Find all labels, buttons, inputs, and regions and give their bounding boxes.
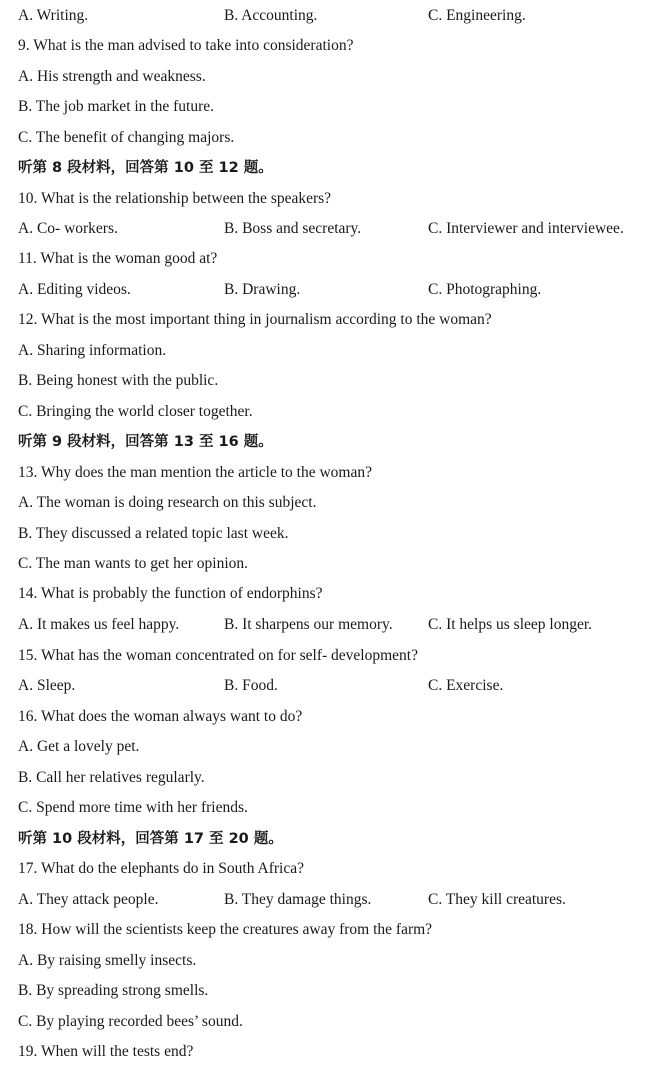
option-a: A. It makes us feel happy. bbox=[18, 616, 180, 633]
question-11: 11. What is the woman good at? bbox=[18, 250, 218, 267]
option-text: A. The woman is doing research on this subject. bbox=[18, 494, 317, 511]
option-b: B. Accounting. bbox=[224, 7, 318, 24]
question-13: 13. Why does the man mention the article to the woman? bbox=[18, 464, 372, 481]
question-10: 10. What is the relationship between the speakers? bbox=[18, 190, 332, 207]
option-text: B. The job market in the future. bbox=[18, 98, 214, 115]
option-c: C. Photographing. bbox=[428, 281, 542, 298]
section-heading: 听第 8 段材料，回答第 10 至 12 题。 bbox=[18, 160, 273, 176]
option-text: C. Bringing the world closer together. bbox=[18, 403, 253, 420]
question-16: 16. What does the woman always want to do? bbox=[18, 708, 303, 725]
section-heading: 听第 9 段材料，回答第 13 至 16 题。 bbox=[18, 434, 273, 450]
option-text: B. Call her relatives regularly. bbox=[18, 769, 205, 786]
question-12: 12. What is the most important thing in journalism according to the woman? bbox=[18, 311, 492, 328]
option-c: C. They kill creatures. bbox=[428, 891, 566, 908]
option-text: A. Sharing information. bbox=[18, 342, 167, 359]
option-text: C. By playing recorded bees’ sound. bbox=[18, 1013, 243, 1030]
option-b: B. It sharpens our memory. bbox=[224, 616, 393, 633]
option-b: B. Food. bbox=[224, 677, 278, 694]
option-c: C. It helps us sleep longer. bbox=[428, 616, 593, 633]
option-text: A. Get a lovely pet. bbox=[18, 738, 140, 755]
option-a: A. Sleep. bbox=[18, 677, 76, 694]
option-text: A. By raising smelly insects. bbox=[18, 952, 197, 969]
option-a: A. Editing videos. bbox=[18, 281, 131, 298]
option-a: A. They attack people. bbox=[18, 891, 159, 908]
question-15: 15. What has the woman concentrated on for self- development? bbox=[18, 647, 418, 664]
option-c: C. Engineering. bbox=[428, 7, 526, 24]
option-b: B. Boss and secretary. bbox=[224, 220, 362, 237]
option-text: C. Spend more time with her friends. bbox=[18, 799, 248, 816]
option-text: C. The benefit of changing majors. bbox=[18, 129, 235, 146]
option-text: A. His strength and weakness. bbox=[18, 68, 206, 85]
section-heading: 听第 10 段材料，回答第 17 至 20 题。 bbox=[18, 831, 283, 847]
option-b: B. They damage things. bbox=[224, 891, 372, 908]
question-14: 14. What is probably the function of endorphins? bbox=[18, 585, 323, 602]
option-a: A. Writing. bbox=[18, 7, 89, 24]
question-9: 9. What is the man advised to take into consideration? bbox=[18, 37, 354, 54]
option-text: B. By spreading strong smells. bbox=[18, 982, 209, 999]
option-text: B. They discussed a related topic last week. bbox=[18, 525, 289, 542]
option-c: C. Exercise. bbox=[428, 677, 504, 694]
question-17: 17. What do the elephants do in South Africa? bbox=[18, 860, 304, 877]
option-a: A. Co- workers. bbox=[18, 220, 118, 237]
option-text: B. Being honest with the public. bbox=[18, 372, 219, 389]
question-18: 18. How will the scientists keep the creatures away from the farm? bbox=[18, 921, 433, 938]
option-text: C. The man wants to get her opinion. bbox=[18, 555, 249, 572]
option-c: C. Interviewer and interviewee. bbox=[428, 220, 624, 237]
question-19: 19. When will the tests end? bbox=[18, 1043, 194, 1060]
option-b: B. Drawing. bbox=[224, 281, 301, 298]
